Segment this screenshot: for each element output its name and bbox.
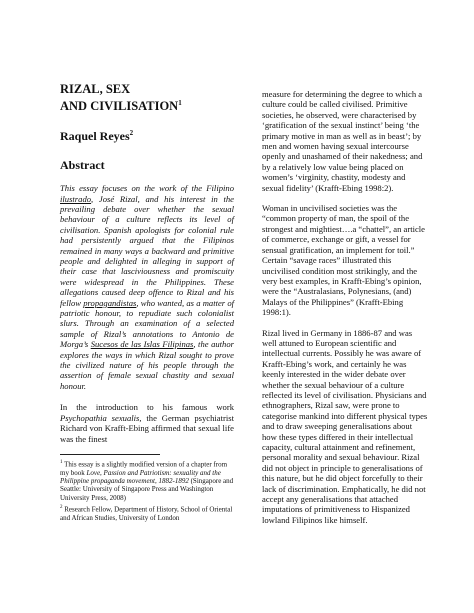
body-paragraph (262, 203, 428, 317)
abstract-text-underlined: propagandistas (83, 297, 137, 308)
paragraph-text: Rizal lived in Germany in 1886-87 and was well attuned to European scientific and intellectual currents. Possibly he was aware of Krafft-Ebing’s work, and certainly he was keenly interested in the wider debate over whether the sexual behaviour of a culture reflected its level of civilisation. Physicians and ethnographers, Rizal saw, were prone to categorise mankind into different physical types and to draw sweeping generalisations about how these types differed in their intellectual capacity, cultural attainment and refinement, personal morality and sexual behaviour. Rizal did not object in principle to generalisations of this nature, but he did object forcefully to their lack of discrimination. Emphatically, he did not accept any generalisations that attached imputations of primitiveness to Hispanized lowland Filipinos like himself. (262, 327, 428, 525)
footnote-book-title: Love, Passion and Patriotism: sexuality and the Philippine propaganda movement, 1882-1892 (60, 468, 221, 486)
right-column (262, 89, 428, 535)
footnote-mark: 1 (60, 459, 63, 465)
intro-text: In the introduction to his famous work (60, 402, 234, 413)
abstract-text: , the author explores the ways in which Rizal sought to prove the civilized nature of his people through the assertion of female sexual chastity and sexual honour. (60, 339, 234, 391)
author-footnote-mark: 2 (129, 129, 134, 138)
title-line-2: AND CIVILISATION (60, 99, 179, 114)
footnote-text: This essay is a slightly modified version of a chapter from my book (60, 460, 228, 477)
paragraph-text: measure for determining the degree to which a culture could be called civilised. Primitive societies, he observed, were characterised by ‘gratification of the sexual instinct’ being ‘the primary motive in man as well as in beast’; by men and women having sexual intercourse openly and unashamed of their nakedness; and by a relatively low value being placed on women’s ‘virginity, chastity, modesty and sexual fidelity’ (Krafft-Ebing 1998:2). (262, 89, 423, 193)
paragraph-text: Woman in uncivilised societies was the “common property of man, the spoil of the strongest and mightiest….a “chattel”, an article of commerce, exchange or gift, a vessel for sensual gratification, an implement for toil.” Certain “savage races” illustrated this uncivilised condition most strikingly, and the very best examples, in Krafft-Ebing’s opinion, were the “Australasians, Polynesians, (and) Malays of the Philippines” (Krafft-Ebing 1998:1). (262, 203, 425, 318)
title-line-1: RIZAL, SEX (60, 82, 131, 96)
footnote-text: Research Fellow, Department of History, School of Oriental and African Studies, University of London (60, 505, 233, 522)
footnote-1 (60, 459, 234, 502)
left-column (60, 82, 234, 524)
abstract-heading: Abstract (60, 158, 105, 173)
author-text: Raquel Reyes (60, 129, 130, 144)
intro-paragraph (60, 402, 234, 444)
footnote-mark: 2 (60, 505, 63, 511)
abstract-text: This essay focuses on the work of the Filipino (60, 183, 234, 194)
intro-book-title: Psychopathia sexualis (60, 412, 140, 423)
footnote-text: (Singapore and Seattle: University of Singapore Press and Washington University Press, 2008) (60, 477, 234, 502)
abstract-text-underlined: ilustrado (60, 193, 92, 204)
footnote-2 (60, 504, 234, 522)
abstract-text: , José Rizal, and his interest in the prevailing debate over whether the sexual behaviour of a culture reflects its level of civilisation. Spanish apologists for colonial rule had persistently argued that the Filipinos remained in many ways a backward and primitive people and delighted in alleging in support of their case that lasciviousness and promiscuity were widespread in the Philippines. These allegations caused deep offence to Rizal and his fellow (60, 193, 234, 308)
title-footnote-mark: 1 (178, 99, 182, 107)
body-paragraph (262, 328, 428, 526)
footnote-divider (60, 454, 160, 455)
intro-text: , the German psychiatrist Richard von Krafft-Ebing affirmed that sexual life was the finest (60, 412, 234, 444)
author-name (60, 129, 234, 144)
abstract-text: , who wanted, as a matter of patriotic honour, to repudiate such colonialist slurs. Through an examination of a selected sample of Rizal’s annotations to Antonio de Morga’s (60, 297, 234, 350)
body-paragraph (262, 89, 428, 193)
article-title (60, 82, 234, 113)
abstract-body (60, 183, 234, 391)
abstract-text-underlined: Sucesos de las Islas Filipinas (90, 339, 194, 350)
